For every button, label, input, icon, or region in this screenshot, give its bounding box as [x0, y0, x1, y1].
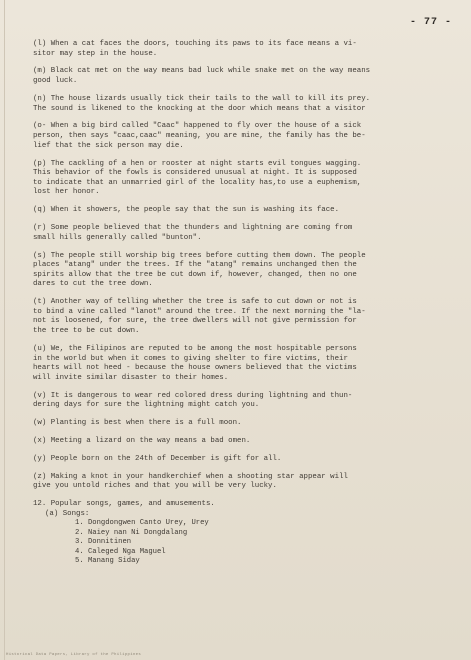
item-line: (z) Making a knot in your handkerchief when a shooting star appear will	[33, 472, 348, 481]
section-heading: 12. Popular songs, games, and amusements.	[33, 500, 215, 509]
list-item	[33, 419, 453, 429]
item-line: hearts will not heed - because the house owners believed that the victims	[33, 364, 357, 373]
list-item	[33, 437, 453, 447]
item-line: lost her honor.	[33, 188, 100, 197]
list-item	[33, 392, 453, 411]
item-line: This behavior of the fowls is considered unusual at night. It is supposed	[33, 169, 357, 178]
item-line: (q) When it showers, the people say that the sun is washing its face.	[33, 206, 340, 215]
item-line: (m) Black cat met on the way means bad luck while snake met on the way means	[33, 67, 371, 76]
page-number: - 77 -	[410, 17, 453, 28]
song-item: 4. Caleged Nga Maguel	[75, 547, 166, 556]
item-line: (p) The cackling of a hen or rooster at night starts evil tongues wagging.	[33, 159, 362, 168]
song-item: 3. Donnitinen	[75, 538, 132, 547]
archive-footer: Historical Data Papers, Library of the Philippines	[6, 653, 142, 657]
list-item	[33, 40, 453, 59]
list-item	[33, 160, 453, 198]
list-item	[33, 67, 453, 86]
song-item: 1. Dongdongwen Canto Urey, Urey	[75, 519, 209, 528]
item-line: will invite similar disaster to their homes.	[33, 373, 229, 382]
list-item	[33, 224, 453, 243]
item-line: (l) When a cat faces the doors, touching its paws to its face means a vi-	[33, 40, 357, 48]
item-line: good luck.	[33, 77, 78, 86]
item-line: dering days for sure the lightning might catch you.	[33, 401, 260, 410]
songs-subheading: (a) Songs:	[45, 509, 90, 518]
section-12	[33, 500, 453, 566]
list-item	[33, 252, 453, 290]
item-line: dares to cut the tree down.	[33, 280, 153, 289]
item-line: (t) Another way of telling whether the tree is safe to cut down or not is	[33, 298, 357, 307]
list-item	[33, 206, 453, 216]
item-line: spirits allow that the tree be cut down if, however, changed, then no one	[33, 270, 357, 279]
list-item	[33, 345, 453, 383]
item-line: (x) Meeting a lizard on the way means a bad omen.	[33, 436, 251, 445]
item-line: to bind a vine called "lanot" around the tree. If the next morning the "la-	[33, 307, 366, 316]
page-content	[33, 40, 453, 566]
item-line: The sound is likened to the knocking at the door which means that a visitor	[33, 104, 366, 113]
item-line: give you untold riches and that you will be very lucky.	[33, 482, 277, 491]
superstition-list	[33, 40, 453, 492]
song-item: 2. Naiey nan Ni Dongdalang	[75, 528, 188, 537]
item-line: (u) We, the Filipinos are reputed to be among the most hospitable persons	[33, 344, 357, 353]
item-line: (v) It is dangerous to wear red colored dress during lightning and thun-	[33, 391, 353, 400]
item-line: the tree to be cut down.	[33, 327, 140, 336]
item-line: (r) Some people believed that the thunders and lightning are coming from	[33, 224, 353, 233]
list-item	[33, 473, 453, 492]
list-item	[33, 298, 453, 336]
item-line: (w) Planting is best when there is a full moon.	[33, 419, 242, 428]
list-item	[33, 122, 453, 151]
item-line: places "atang" under the trees. If the "atang" remains unchanged then the	[33, 261, 357, 270]
item-line: small hills generally called "bunton".	[33, 233, 202, 242]
list-item	[33, 455, 453, 465]
item-line: sitor may step in the house.	[33, 49, 158, 58]
item-line: (o- When a big bird called "Caac" happened to fly over the house of a sick	[33, 122, 362, 131]
item-line: in the world but when it comes to giving shelter to fire victims, their	[33, 354, 348, 363]
song-list	[75, 519, 453, 566]
song-item: 5. Manang Siday	[75, 557, 140, 566]
item-line: person, then says "caac,caac" meaning, you are mine, the family has the be-	[33, 132, 366, 141]
item-line: (n) The house lizards usually tick their tails to the wall to kill its prey.	[33, 94, 371, 103]
item-line: to indicate that an unmarried girl of the locality has,to use a euphemism,	[33, 178, 362, 187]
item-line: (s) The people still worship big trees before cutting them down. The people	[33, 251, 366, 260]
item-line: lief that the sick person may die.	[33, 141, 184, 150]
list-item	[33, 95, 453, 114]
item-line: not is loosened, for sure, the tree dwellers will not give permission for	[33, 317, 357, 326]
item-line: (y) People born on the 24th of December is gift for all.	[33, 454, 282, 463]
